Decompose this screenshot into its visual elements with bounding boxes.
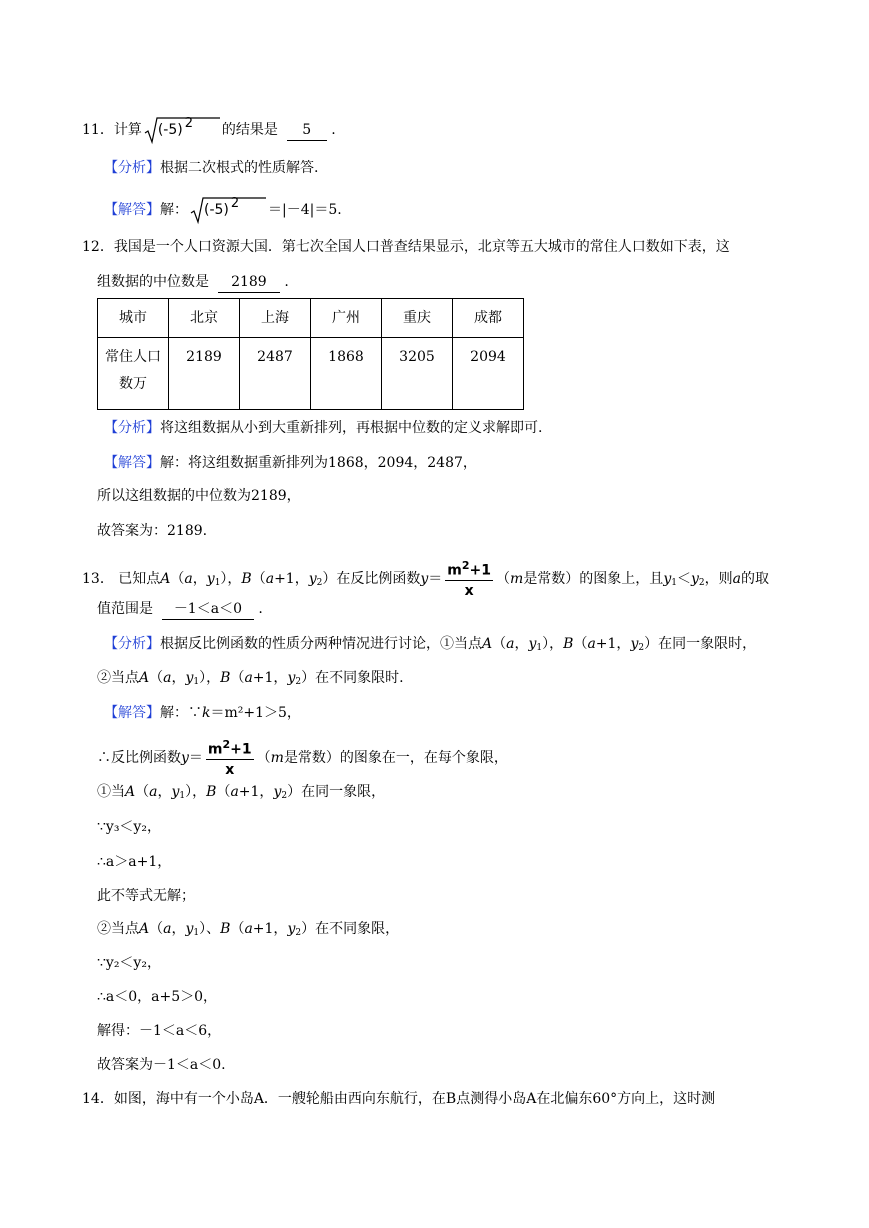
q11-text-2: 的结果是 bbox=[221, 122, 278, 138]
text: 在不同象限， bbox=[315, 921, 400, 937]
q13-sol-line8: ∵y₂＜y₂， bbox=[97, 955, 161, 971]
var-y: y bbox=[528, 636, 537, 652]
var-a: a bbox=[163, 670, 172, 686]
q13-sol-line11: 故答案为－1＜a＜0. bbox=[97, 1057, 226, 1073]
var-y: y bbox=[171, 784, 180, 800]
q12-solution bbox=[104, 453, 477, 473]
q12-analysis bbox=[104, 418, 542, 438]
point-b: B bbox=[206, 784, 217, 800]
point-b: B bbox=[241, 570, 252, 587]
frac-exp: 2 bbox=[461, 559, 470, 572]
population-table bbox=[97, 298, 524, 410]
subscript: 1 bbox=[214, 577, 221, 588]
point-a: A bbox=[482, 636, 493, 652]
row-label bbox=[98, 338, 169, 410]
var-y: y bbox=[663, 570, 672, 587]
var-y: y bbox=[185, 921, 194, 937]
q13-sol-line10: 解得：－1＜a＜6， bbox=[97, 1023, 222, 1039]
text: ①当 bbox=[97, 784, 125, 800]
q13-line1 bbox=[82, 557, 769, 601]
point-a: A bbox=[139, 921, 150, 937]
solution-result: ＝|－4|＝5. bbox=[268, 202, 342, 218]
var-a: a bbox=[163, 921, 172, 937]
text: ＝m²+1＞5， bbox=[210, 705, 301, 721]
var-y: y bbox=[206, 570, 215, 587]
table-header: 重庆 bbox=[382, 299, 453, 338]
q13-sol-line9: ∴a＜0，a+5＞0， bbox=[97, 989, 218, 1005]
text: （ bbox=[170, 570, 185, 587]
var-a: a bbox=[184, 570, 193, 587]
q14-line1: 14．如图，海中有一个小岛A．一艘轮船由西向东航行，在B点测得小岛A在北偏东60°方向上，这时测 bbox=[82, 1091, 716, 1107]
var-y: y bbox=[630, 636, 639, 652]
table-header: 上海 bbox=[240, 299, 311, 338]
text: ）， bbox=[220, 570, 242, 587]
q13-analysis-2: ②当点A（a，$y_1$），B（a+1，$y_2$）在不同象限时. bbox=[97, 670, 404, 687]
var-y: y bbox=[420, 570, 429, 587]
q11-text: 计算 bbox=[113, 122, 142, 138]
subscript: 1 bbox=[671, 577, 677, 588]
subscript: 2 bbox=[295, 928, 302, 938]
q13-sol-line5: ∴a＞a+1， bbox=[97, 854, 172, 870]
subscript: 1 bbox=[193, 928, 200, 938]
table-header-row bbox=[98, 299, 524, 338]
text: ＝ bbox=[428, 570, 443, 587]
subscript: 2 bbox=[638, 643, 645, 653]
subscript: 1 bbox=[179, 791, 186, 801]
solution-tag: 【解答】 bbox=[104, 705, 160, 721]
solution-tag: 【解答】 bbox=[104, 455, 160, 471]
q11-number: 11． bbox=[82, 122, 114, 138]
text: （ bbox=[496, 570, 511, 587]
var-y: y bbox=[308, 570, 317, 587]
table-header: 广州 bbox=[311, 299, 382, 338]
text: （ bbox=[256, 749, 271, 766]
text: 已知点 bbox=[118, 570, 161, 587]
table-cell: 1868 bbox=[311, 338, 382, 410]
q13-sol-line4: ∵y₃＜y₂， bbox=[97, 819, 161, 835]
frac-num: m bbox=[447, 562, 462, 579]
exponent: 2 bbox=[230, 196, 240, 211]
radicand: (-5) bbox=[204, 202, 229, 218]
analysis-text: 在同一象限时， bbox=[658, 636, 757, 652]
text: 是常数）的图象在一，在每个象限， bbox=[283, 749, 508, 766]
text: 是常数）的图象上，且 bbox=[523, 570, 664, 587]
point-a: A bbox=[160, 570, 171, 587]
subscript: 2 bbox=[281, 791, 288, 801]
text: （ bbox=[251, 570, 266, 587]
row-label-1: 常住人口 bbox=[105, 349, 161, 365]
var-a: a bbox=[244, 921, 253, 937]
var-a: a bbox=[506, 636, 515, 652]
table-cell: 2487 bbox=[240, 338, 311, 410]
q12-answer: 2189 bbox=[218, 272, 280, 293]
var-y: y bbox=[185, 670, 194, 686]
q13-sol-line6: 此不等式无解； bbox=[97, 888, 195, 904]
q12-line1: 12．我国是一个人口资源大国．第七次全国人口普查结果显示，北京等五大城市的常住人口数如下表，这 bbox=[82, 239, 730, 255]
q12-answer-line: 故答案为：2189. bbox=[97, 523, 208, 539]
text: 解：∵ bbox=[160, 705, 202, 721]
frac-den: x bbox=[464, 582, 474, 599]
analysis-tag: 【分析】 bbox=[104, 636, 160, 652]
table-cell: 3205 bbox=[382, 338, 453, 410]
var-y: y bbox=[181, 749, 189, 766]
subscript: 2 bbox=[316, 577, 323, 588]
sqrt-symbol bbox=[190, 195, 266, 225]
var-a: a bbox=[244, 670, 253, 686]
q11-analysis bbox=[104, 158, 318, 178]
var-a: a bbox=[732, 570, 741, 587]
var-m: m bbox=[510, 570, 524, 587]
table-row bbox=[98, 338, 524, 410]
q12-end: . bbox=[284, 274, 289, 290]
solution-text: 解： bbox=[160, 202, 188, 218]
fraction bbox=[445, 557, 493, 601]
text: 在同一象限， bbox=[301, 784, 386, 800]
q11-radicand: (-5) bbox=[157, 122, 183, 138]
var-m: m bbox=[270, 749, 284, 766]
solution-tag: 【解答】 bbox=[104, 202, 160, 218]
var-a: a bbox=[149, 784, 158, 800]
fraction bbox=[206, 736, 254, 780]
q11-end: . bbox=[331, 122, 336, 138]
q13-sol-line3: ①当A（a，$y_1$），B（a+1，$y_2$）在同一象限， bbox=[97, 784, 386, 801]
q13-sol-line2 bbox=[97, 736, 508, 780]
analysis-tag: 【分析】 bbox=[104, 420, 160, 436]
point-b: B bbox=[563, 636, 574, 652]
sqrt-symbol bbox=[144, 115, 220, 145]
subscript: 2 bbox=[698, 577, 705, 588]
q11-answer: 5 bbox=[287, 120, 327, 141]
subscript: 1 bbox=[536, 643, 543, 653]
row-label-2: 数万 bbox=[119, 376, 147, 392]
text: ②当点 bbox=[97, 921, 139, 937]
q13-analysis: 【分析】根据反比例函数的性质分两种情况进行讨论，①当点A（a，$y_1$），B（a+1，$y_2$）在同一象限时， bbox=[104, 636, 757, 653]
point-a: A bbox=[139, 670, 150, 686]
table-header: 城市 bbox=[98, 299, 169, 338]
table-cell: 2094 bbox=[453, 338, 524, 410]
text: +1， bbox=[274, 570, 309, 587]
var-k: k bbox=[202, 705, 211, 721]
var-a: a bbox=[587, 636, 596, 652]
text: 的取 bbox=[740, 570, 769, 587]
frac-exp: 2 bbox=[222, 738, 231, 751]
table-header: 北京 bbox=[169, 299, 240, 338]
subscript: 1 bbox=[193, 677, 200, 687]
var-a: a bbox=[265, 570, 275, 587]
var-y: y bbox=[273, 784, 282, 800]
frac-num: m bbox=[207, 741, 223, 758]
point-b: B bbox=[220, 670, 231, 686]
frac-num2: +1 bbox=[469, 562, 492, 579]
end: . bbox=[258, 601, 263, 617]
analysis-text: 在不同象限时. bbox=[315, 670, 404, 686]
q11-solution bbox=[104, 195, 342, 225]
frac-den: x bbox=[225, 761, 235, 778]
q13-answer: －1＜a＜0 bbox=[162, 599, 254, 620]
text: ， bbox=[192, 570, 207, 587]
point-a: A bbox=[125, 784, 136, 800]
analysis-text: 将这组数据从小到大重新排列，再根据中位数的定义求解即可. bbox=[160, 420, 543, 436]
q12-line2 bbox=[97, 272, 289, 293]
var-y: y bbox=[287, 921, 296, 937]
text: ∴反比例函数 bbox=[97, 749, 181, 766]
text: ，则 bbox=[704, 570, 733, 587]
subscript: 2 bbox=[295, 677, 302, 687]
analysis-text: ②当点 bbox=[97, 670, 139, 686]
table-cell: 2189 bbox=[169, 338, 240, 410]
var-y: y bbox=[287, 670, 296, 686]
q13-sol-line7: ②当点A（a，$y_1$）、B（a+1，$y_2$）在不同象限， bbox=[97, 921, 400, 938]
q13-number: 13． bbox=[82, 570, 114, 587]
q13-line2 bbox=[97, 599, 263, 620]
text: 值范围是 bbox=[97, 601, 153, 617]
analysis-tag: 【分析】 bbox=[104, 160, 160, 176]
frac-num2: +1 bbox=[230, 741, 252, 758]
q11-line bbox=[82, 115, 336, 145]
text: ＝ bbox=[188, 749, 203, 766]
point-b: B bbox=[220, 921, 231, 937]
analysis-text: 根据反比例函数的性质分两种情况进行讨论，①当点 bbox=[160, 636, 482, 652]
analysis-text: 根据二次根式的性质解答. bbox=[160, 160, 319, 176]
q13-solution bbox=[104, 703, 301, 723]
text: ＜ bbox=[676, 570, 691, 587]
text: ）在反比例函数 bbox=[322, 570, 421, 587]
var-a: a bbox=[230, 784, 239, 800]
q11-exponent: 2 bbox=[184, 116, 193, 131]
solution-text: 解：将这组数据重新排列为1868，2094，2487， bbox=[160, 455, 477, 471]
table-header: 成都 bbox=[453, 299, 524, 338]
var-y: y bbox=[690, 570, 699, 587]
q12-text: 组数据的中位数是 bbox=[97, 274, 209, 290]
q12-solution-line: 所以这组数据的中位数为2189， bbox=[97, 488, 301, 504]
